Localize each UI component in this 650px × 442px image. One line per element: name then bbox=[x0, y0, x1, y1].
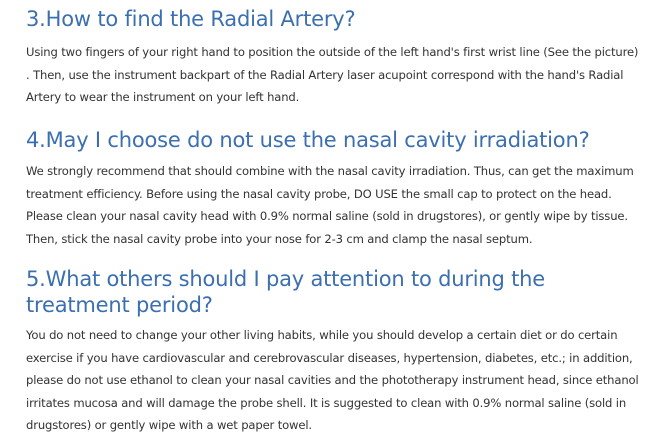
faq-question-text: May I choose do not use the nasal cavity irradiation? bbox=[45, 128, 590, 152]
faq-answer: You do not need to change your other living habits, while you should develop a certain diet or do certain exercise if you have cardiovascular and cerebrovascular diseases, hypertension, diabetes, etc.; in addition, please do not use ethanol to clean your nasal cavities and the phototherapy instrument head, since ethanol irritates mucosa and will damage the probe shell. It is suggested to clean with 0.9% normal saline (sold in drugstores) or gently wipe with a wet paper towel. bbox=[26, 328, 639, 433]
faq-item-nasal-cavity bbox=[26, 127, 640, 250]
faq-question-heading bbox=[26, 127, 640, 153]
faq-question-text: What others should I pay attention to during the treatment period? bbox=[26, 267, 545, 317]
faq-answer: Using two fingers of your right hand to position the outside of the left hand's first wrist line (See the picture) . Then, use the instrument backpart of the Radial Artery laser acupoint correspond with the hand's Radial Artery to wear the instrument on your left hand. bbox=[26, 45, 639, 105]
faq-number: 5. bbox=[26, 267, 46, 291]
faq-answer: We strongly recommend that should combine with the nasal cavity irradiation. Thus, can get the maximum treatment efficiency. Before using the nasal cavity probe, DO USE the small cap to protect on the head. Please clean your nasal cavity head with 0.9% normal saline (sold in drugstores), or gently wipe by tissue. Then, stick the nasal cavity probe into your nose for 2-3 cm and clamp the nasal septum. bbox=[26, 164, 634, 246]
faq-item-radial-artery bbox=[26, 6, 640, 109]
faq-item-treatment-period bbox=[26, 266, 640, 437]
faq-number: 4. bbox=[26, 128, 46, 152]
faq-number: 3. bbox=[26, 7, 46, 31]
faq-question-heading bbox=[26, 266, 640, 318]
faq-question-text: How to find the Radial Artery? bbox=[45, 7, 356, 31]
faq-question-heading bbox=[26, 6, 640, 32]
